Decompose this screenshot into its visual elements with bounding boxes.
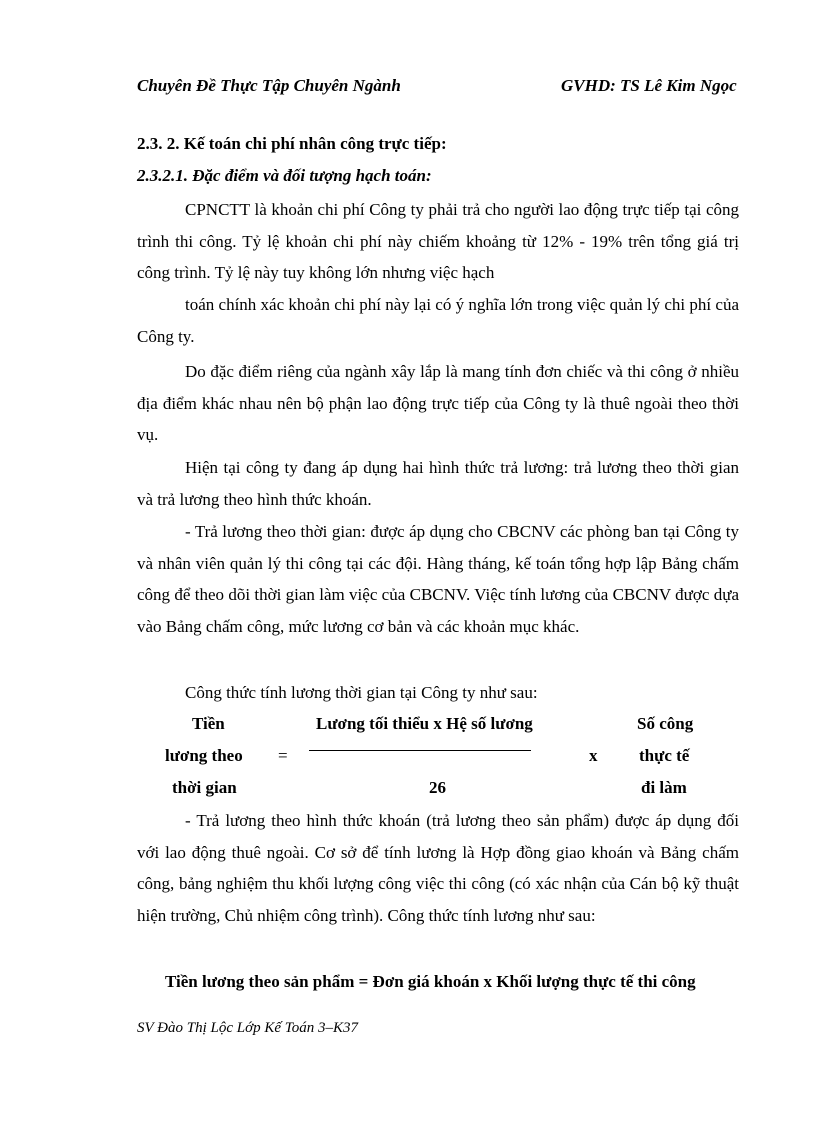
section-heading: 2.3. 2. Kế toán chi phí nhân công trực tiếp: <box>137 134 447 153</box>
formula-rhs-line1: Số công <box>637 714 694 733</box>
footer: SV Đào Thị Lộc Lớp Kế Toán 3–K37 <box>137 1020 358 1036</box>
formula-lhs-line3: thời gian <box>172 778 237 797</box>
paragraph-4: - Trả lương theo thời gian: được áp dụng cho CBCNV các phòng ban tại Công ty và nhân viên quản lý thi công tại các đội. Hàng tháng, kế toán tổng hợp lập Bảng chấm công để theo dõi thời gian làm việc của CBCNV. Việc tính lương của CBCNV được dựa vào Bảng chấm công, mức lương cơ bản và các khoản mục khác. <box>137 522 739 636</box>
formula-numerator: Lương tối thiểu x Hệ số lương <box>316 714 533 733</box>
product-salary-formula: Tiền lương theo sản phẩm = Đơn giá khoán x Khối lượng thực tế thi công <box>165 972 696 991</box>
header-left: Chuyên Đề Thực Tập Chuyên Ngành <box>137 76 401 95</box>
paragraph-6: - Trả lương theo hình thức khoán (trả lương theo sản phẩm) được áp dụng đối với lao động thuê ngoài. Cơ sở để tính lương là Hợp đồng giao khoán và Bảng chấm công, bảng nghiệm thu khối lượng công việc thi công (có xác nhận của Cán bộ kỹ thuật hiện trường, Chủ nhiệm công trình). Công thức tính lương như sau: <box>137 811 739 925</box>
formula-rhs-line3: đi làm <box>641 778 687 797</box>
formula-rhs-line2: thực tế <box>639 746 690 765</box>
paragraph-5: Công thức tính lương thời gian tại Công ty như sau: <box>185 683 538 702</box>
section-subheading: 2.3.2.1. Đặc điểm và đối tượng hạch toán: <box>137 166 432 185</box>
formula-lhs-line1: Tiền <box>192 714 225 733</box>
paragraph-3: Hiện tại công ty đang áp dụng hai hình thức trả lương: trả lương theo thời gian và trả lương theo hình thức khoán. <box>137 458 739 509</box>
formula-denominator: 26 <box>429 778 446 797</box>
paragraph-1: CPNCTT là khoản chi phí Công ty phải trả cho người lao động trực tiếp tại công trình thi công. Tỷ lệ khoản chi phí này chiếm khoảng từ 12% - 19% trên tổng giá trị công trình. Tỷ lệ này tuy không lớn nhưng việc hạch <box>137 200 739 282</box>
formula-equals: = <box>278 746 288 765</box>
formula-times: x <box>589 746 598 765</box>
formula-lhs-line2: lương theo <box>165 746 243 765</box>
header-right: GVHD: TS Lê Kim Ngọc <box>561 76 737 95</box>
fraction-bar <box>309 750 531 751</box>
paragraph-1b: toán chính xác khoản chi phí này lại có ý nghĩa lớn trong việc quản lý chi phí của Công ty. <box>137 295 739 346</box>
paragraph-2: Do đặc điểm riêng của ngành xây lắp là mang tính đơn chiếc và thi công ở nhiều địa điểm khác nhau nên bộ phận lao động trực tiếp của Công ty là thuê ngoài theo thời vụ. <box>137 362 739 444</box>
